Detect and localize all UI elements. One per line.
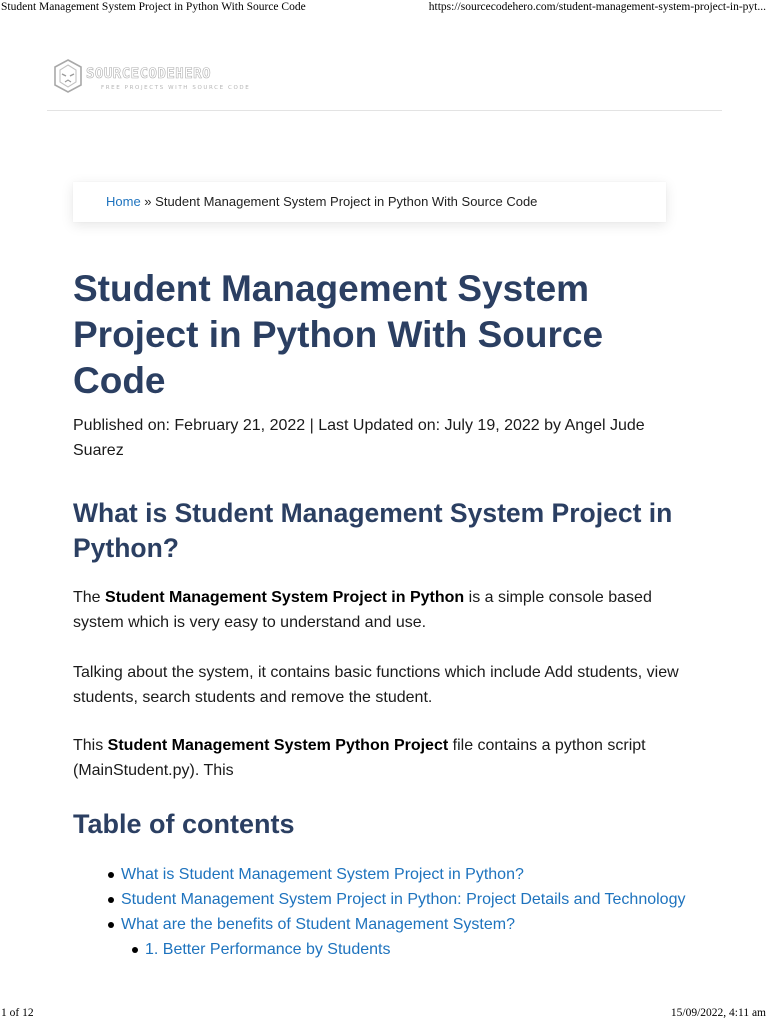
toc-item: [73, 862, 713, 887]
toc-list: [73, 862, 713, 962]
site-logo[interactable]: [53, 59, 267, 99]
toc-link[interactable]: What are the benefits of Student Management System?: [121, 916, 515, 933]
page-counter: 1 of 12: [1, 1007, 34, 1019]
bullet-icon: [108, 922, 114, 928]
bullet-icon: [108, 872, 114, 878]
section-heading-what-is: What is Student Management System Project in Python?: [73, 498, 673, 563]
p1-suffix: is a simple console based system which is very easy to understand and use.: [73, 589, 652, 631]
site-header: [47, 52, 722, 111]
bullet-icon: [108, 897, 114, 903]
breadcrumb-home-link[interactable]: Home: [106, 194, 141, 209]
p1-prefix: The: [73, 589, 106, 606]
breadcrumb: [73, 182, 666, 222]
hero-mask-icon: [53, 59, 83, 93]
p3-suffix: file contains a python script (MainStudent.py). This: [73, 737, 646, 779]
script-paragraph: [73, 733, 693, 783]
print-header-title: Student Management System Project in Python With Source Code: [1, 1, 306, 13]
toc-heading: Table of contents: [73, 809, 295, 839]
p1-bold: Student Management System Project in Python: [105, 589, 465, 606]
print-header: [0, 0, 768, 18]
toc-link[interactable]: What is Student Management System Project in Python?: [121, 866, 524, 883]
page-title: Student Management System Project in Python With Source Code: [73, 268, 604, 401]
bullet-icon: [132, 947, 138, 953]
toc-item: [73, 912, 713, 937]
print-date: 15/09/2022, 4:11 am: [670, 1007, 766, 1019]
post-meta: Published on: February 21, 2022 | Last Updated on: July 19, 2022 by Angel Jude Suarez: [73, 417, 645, 459]
p3-prefix: This: [73, 737, 108, 754]
print-footer: [0, 1006, 768, 1024]
logo-tagline: FREE PROJECTS WITH SOURCE CODE: [101, 85, 251, 91]
functions-paragraph: Talking about the system, it contains basic functions which include Add students, view students, search students and remove the student.: [73, 664, 679, 706]
p3-bold: Student Management System Python Project: [107, 737, 449, 754]
breadcrumb-separator: »: [140, 194, 156, 209]
print-header-url: https://sourcecodehero.com/student-management-system-project-in-pyt...: [428, 1, 766, 13]
toc-link[interactable]: Student Management System Project in Python: Project Details and Technology: [121, 891, 686, 908]
logo-wordmark: SOURCECODEHERO: [86, 66, 212, 82]
toc-item: [73, 887, 713, 912]
toc-sublink[interactable]: 1. Better Performance by Students: [145, 941, 391, 958]
breadcrumb-current: Student Management System Project in Python With Source Code: [155, 194, 538, 209]
toc-subitem: [73, 937, 713, 962]
intro-paragraph: [73, 585, 693, 635]
